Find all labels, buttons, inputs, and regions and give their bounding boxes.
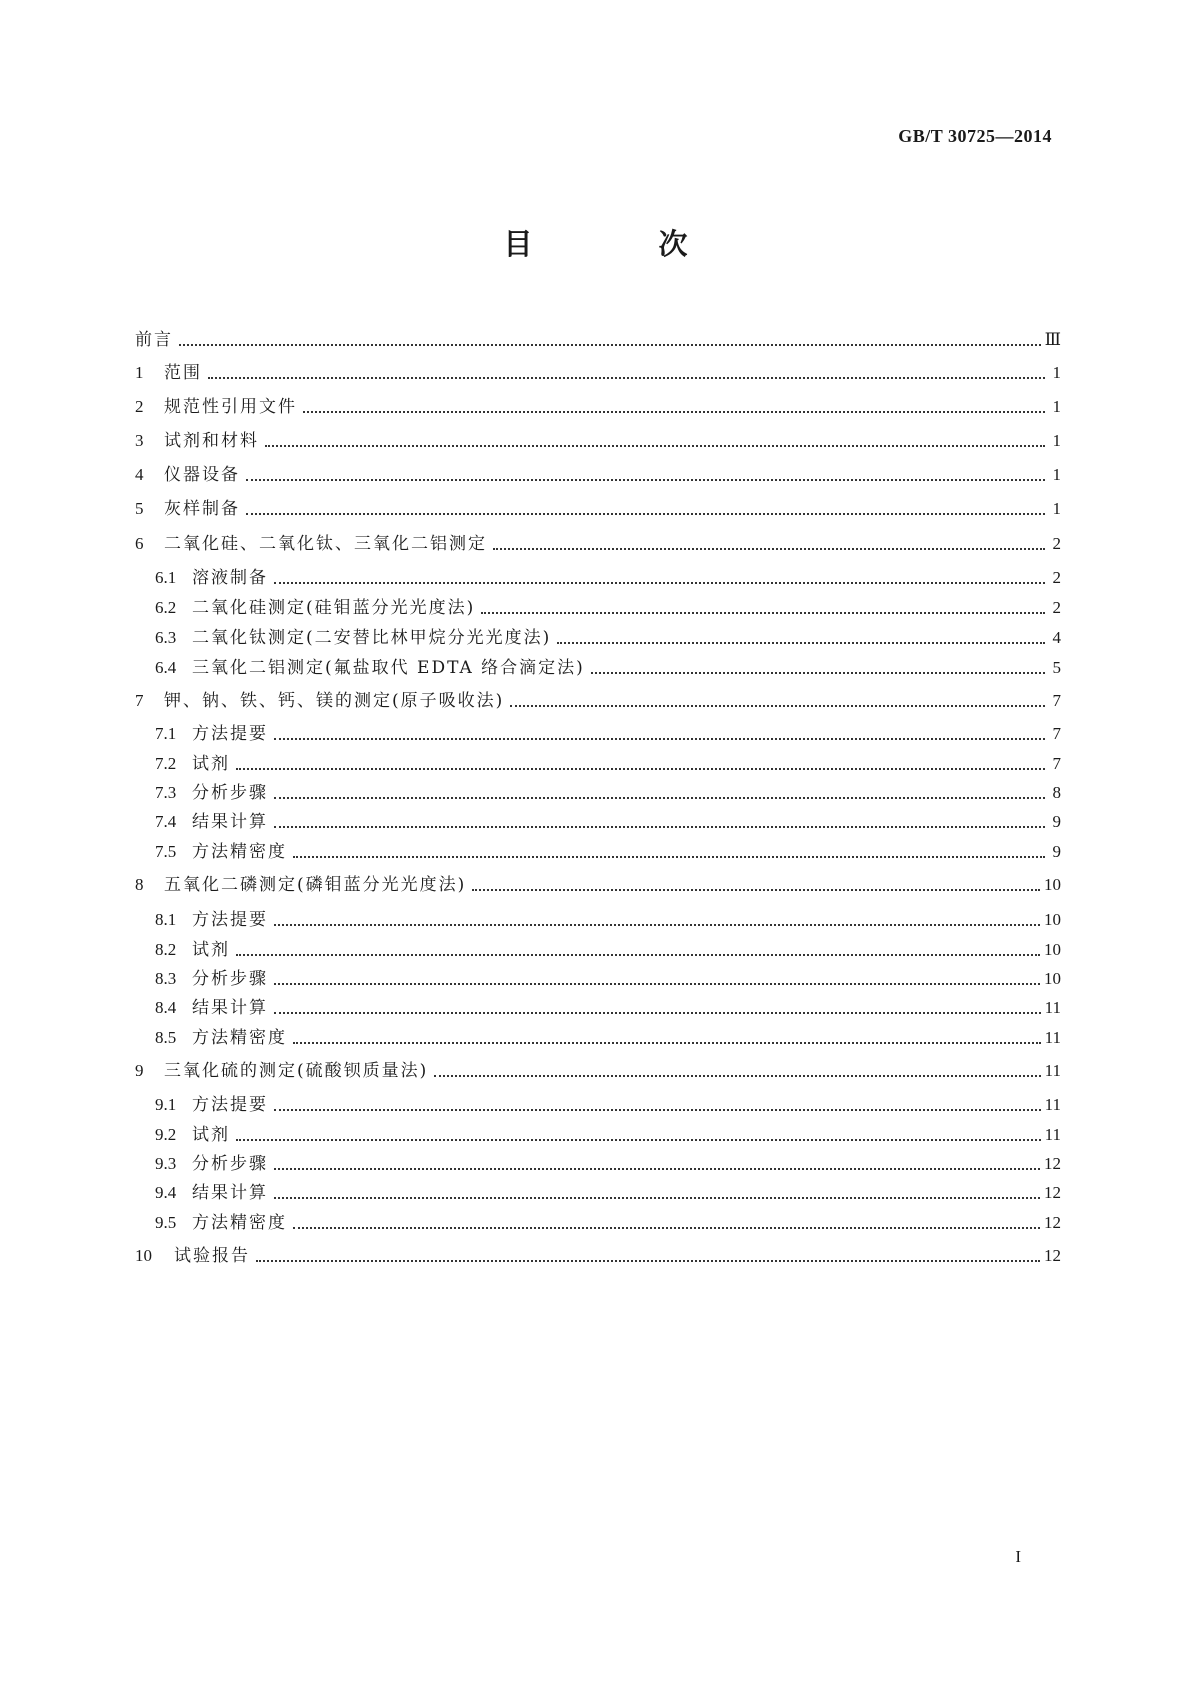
- toc-entry-number: 9.4: [155, 1183, 177, 1202]
- dot-leader: [274, 1011, 1041, 1014]
- dot-leader: [274, 1167, 1040, 1170]
- toc-subentry[interactable]: [155, 1179, 1061, 1203]
- page-title: 目 次: [503, 227, 746, 261]
- toc-entry-number: 9.2: [155, 1125, 177, 1144]
- dot-leader: [236, 767, 1045, 770]
- toc-entry-title: 方法精密度: [192, 1213, 287, 1233]
- toc-entry-title: 范围: [164, 363, 202, 383]
- toc-entry-page: 2: [1052, 598, 1061, 617]
- toc-entry-title: 方法提要: [192, 1095, 268, 1115]
- dot-leader: [481, 611, 1045, 614]
- dot-leader: [591, 671, 1045, 674]
- toc-subentry[interactable]: [155, 720, 1061, 744]
- dot-leader: [274, 982, 1040, 985]
- toc-entry-number: 7.5: [155, 842, 177, 861]
- toc-entry[interactable]: [135, 871, 1061, 895]
- toc-entry-number: 10: [135, 1246, 152, 1265]
- dot-leader: [293, 1226, 1040, 1229]
- toc-entry-number: 9.3: [155, 1154, 177, 1173]
- toc-entry-number: 1: [135, 363, 144, 382]
- toc-entry-page: 4: [1052, 628, 1061, 647]
- toc-entry-title: 溶液制备: [192, 568, 268, 588]
- toc-entry-title: 分析步骤: [192, 1154, 268, 1174]
- toc-entry-page: 11: [1044, 1028, 1061, 1047]
- dot-leader: [236, 953, 1040, 956]
- toc-entry-title: 前言: [135, 330, 173, 350]
- toc-subentry[interactable]: [155, 1121, 1061, 1145]
- toc-entry-number: 6.4: [155, 658, 177, 677]
- toc-entry-number: 4: [135, 465, 144, 484]
- toc-entry-number: 5: [135, 499, 144, 518]
- toc-subentry[interactable]: [155, 624, 1061, 648]
- toc-entry[interactable]: [135, 393, 1061, 417]
- toc-entry[interactable]: [135, 530, 1061, 554]
- toc-subentry[interactable]: [155, 564, 1061, 588]
- toc-entry-title: 分析步骤: [192, 783, 268, 803]
- toc-subentry[interactable]: [155, 654, 1061, 678]
- dot-leader: [274, 796, 1045, 799]
- toc-entry-title: 三氧化二铝测定(氟盐取代 EDTA 络合滴定法): [192, 658, 585, 678]
- standard-code: GB/T 30725—2014: [898, 126, 1052, 146]
- dot-leader: [274, 581, 1045, 584]
- dot-leader: [246, 512, 1045, 515]
- toc-entry-title: 钾、钠、铁、钙、镁的测定(原子吸收法): [164, 691, 505, 711]
- toc-subentry[interactable]: [155, 994, 1061, 1018]
- dot-leader: [510, 704, 1045, 707]
- toc-entry-number: 3: [135, 431, 144, 450]
- toc-entry-title: 试验报告: [174, 1246, 250, 1266]
- dot-leader: [179, 343, 1041, 346]
- footer-page-number: I: [1015, 1547, 1021, 1566]
- dot-leader: [472, 888, 1040, 891]
- dot-leader: [557, 641, 1045, 644]
- toc-entry-title: 五氧化二磷测定(磷钼蓝分光光度法): [164, 875, 467, 895]
- toc-entry-number: 6.3: [155, 628, 177, 647]
- toc-entry-page: 10: [1044, 940, 1061, 959]
- toc-entry-title: 试剂和材料: [164, 431, 259, 451]
- toc-entry-number: 9: [135, 1061, 144, 1080]
- toc-entry-page: 1: [1052, 499, 1061, 518]
- toc-entry-number: 7: [135, 691, 144, 710]
- toc-entry-title: 规范性引用文件: [164, 397, 297, 417]
- toc-entry-page: 11: [1044, 1095, 1061, 1114]
- toc-subentry[interactable]: [155, 1024, 1061, 1048]
- toc-entry-page: 2: [1052, 568, 1061, 587]
- toc-entry[interactable]: [135, 1242, 1061, 1266]
- toc-subentry[interactable]: [155, 779, 1061, 803]
- toc-entry-title: 方法精密度: [192, 842, 287, 862]
- toc-subentry[interactable]: [155, 1209, 1061, 1233]
- toc-entry-title: 分析步骤: [192, 969, 268, 989]
- toc-entry-page: 11: [1044, 998, 1061, 1017]
- toc-entry-number: 8: [135, 875, 144, 894]
- dot-leader: [493, 547, 1045, 550]
- toc-entry[interactable]: [135, 495, 1061, 519]
- toc-entry[interactable]: [135, 461, 1061, 485]
- toc-entry-number: 8.1: [155, 910, 177, 929]
- toc-entry-number: 6: [135, 534, 144, 553]
- toc-entry-title: 结果计算: [192, 998, 268, 1018]
- toc-entry-title: 二氧化硅测定(硅钼蓝分光光度法): [192, 598, 476, 618]
- toc-entry-page: 7: [1052, 724, 1061, 743]
- toc-entry-title: 试剂: [192, 1125, 230, 1145]
- toc-entry-number: 9.5: [155, 1213, 177, 1232]
- toc-entry-title: 结果计算: [192, 1183, 268, 1203]
- dot-leader: [265, 444, 1045, 447]
- toc-entry-page: 9: [1052, 812, 1061, 831]
- toc-entry[interactable]: [135, 1057, 1061, 1081]
- toc-entry-page: 7: [1052, 691, 1061, 710]
- toc-entry-number: 6.1: [155, 568, 177, 587]
- toc-entry-page: 8: [1052, 783, 1061, 802]
- dot-leader: [246, 478, 1045, 481]
- toc-entry-page: 10: [1044, 875, 1061, 894]
- toc-entry-page: 12: [1044, 1246, 1061, 1265]
- toc-entry-number: 6.2: [155, 598, 177, 617]
- toc-subentry[interactable]: [155, 906, 1061, 930]
- toc-entry-number: 7.4: [155, 812, 177, 831]
- toc-entry-page: 11: [1044, 1125, 1061, 1144]
- dot-leader: [274, 825, 1045, 828]
- dot-leader: [274, 923, 1040, 926]
- toc-entry[interactable]: [135, 359, 1061, 383]
- toc-entry-title: 方法提要: [192, 724, 268, 744]
- toc-entry-page: 1: [1052, 465, 1061, 484]
- toc-entry-title: 方法提要: [192, 910, 268, 930]
- toc-entry[interactable]: [135, 326, 1061, 350]
- toc-entry-page: 1: [1052, 397, 1061, 416]
- dot-leader: [303, 410, 1045, 413]
- toc-subentry[interactable]: [155, 1150, 1061, 1174]
- toc-entry-number: 9.1: [155, 1095, 177, 1114]
- toc-entry-title: 试剂: [192, 940, 230, 960]
- toc-subentry[interactable]: [155, 936, 1061, 960]
- toc-subentry[interactable]: [155, 594, 1061, 618]
- dot-leader: [434, 1074, 1040, 1077]
- toc-entry-page: 7: [1052, 754, 1061, 773]
- dot-leader: [274, 1196, 1040, 1199]
- toc-entry-page: 11: [1044, 1061, 1061, 1080]
- toc-entry-title: 仪器设备: [164, 465, 240, 485]
- toc-entry-title: 方法精密度: [192, 1028, 287, 1048]
- toc-entry-number: 7.2: [155, 754, 177, 773]
- toc-entry-page: 12: [1044, 1213, 1061, 1232]
- toc-subentry[interactable]: [155, 965, 1061, 989]
- toc-entry-title: 三氧化硫的测定(硫酸钡质量法): [164, 1061, 429, 1081]
- dot-leader: [293, 855, 1045, 858]
- dot-leader: [293, 1041, 1041, 1044]
- toc-entry-title: 灰样制备: [164, 499, 240, 519]
- toc-entry-page: 2: [1052, 534, 1061, 553]
- dot-leader: [208, 376, 1045, 379]
- toc-subentry[interactable]: [155, 1091, 1061, 1115]
- toc-entry-page: 10: [1044, 969, 1061, 988]
- toc-entry-page: 9: [1052, 842, 1061, 861]
- toc-entry-number: 7.1: [155, 724, 177, 743]
- toc-entry-page: 1: [1052, 431, 1061, 450]
- toc-entry-number: 8.3: [155, 969, 177, 988]
- toc-entry-page: 1: [1052, 363, 1061, 382]
- toc-entry-number: 8.5: [155, 1028, 177, 1047]
- dot-leader: [256, 1259, 1040, 1262]
- dot-leader: [274, 1108, 1041, 1111]
- toc-subentry[interactable]: [155, 808, 1061, 832]
- toc-entry-title: 二氧化硅、二氧化钛、三氧化二铝测定: [164, 534, 487, 554]
- toc-entry-number: 8.2: [155, 940, 177, 959]
- toc-entry-page: 10: [1044, 910, 1061, 929]
- toc-entry-title: 二氧化钛测定(二安替比林甲烷分光光度法): [192, 628, 552, 648]
- dot-leader: [274, 737, 1045, 740]
- toc-entry-number: 8.4: [155, 998, 177, 1017]
- toc-entry-number: 7.3: [155, 783, 177, 802]
- toc-entry-page: 12: [1044, 1183, 1061, 1202]
- toc-entry-page: 12: [1044, 1154, 1061, 1173]
- toc-entry[interactable]: [135, 427, 1061, 451]
- toc-subentry[interactable]: [155, 750, 1061, 774]
- toc-subentry[interactable]: [155, 838, 1061, 862]
- toc-entry-page: 5: [1052, 658, 1061, 677]
- dot-leader: [236, 1138, 1041, 1141]
- toc-entry-title: 试剂: [192, 754, 230, 774]
- toc-entry-number: 2: [135, 397, 144, 416]
- toc-entry-page: Ⅲ: [1044, 330, 1061, 349]
- toc-entry[interactable]: [135, 687, 1061, 711]
- toc-entry-title: 结果计算: [192, 812, 268, 832]
